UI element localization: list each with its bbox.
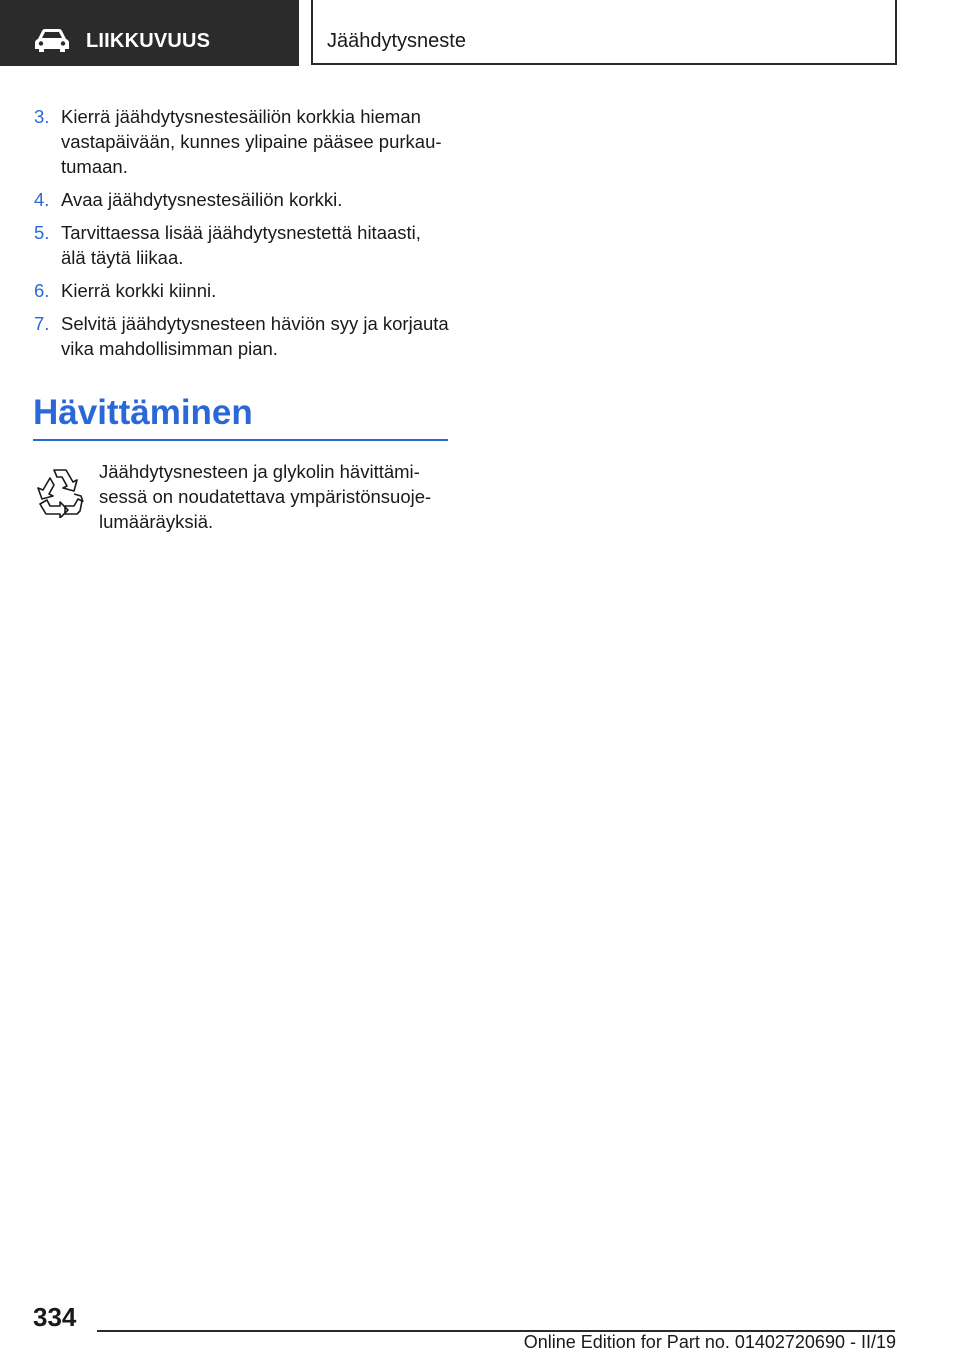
list-item [34, 187, 449, 212]
step-number: 4. [34, 189, 50, 210]
step-text: Kierrä korkki kiinni. [61, 280, 217, 301]
step-text: Avaa jäähdytysnestesäiliön korkki. [61, 189, 343, 210]
step-text: Kierrä jäähdytysnestesäiliön korkkia hieman vastapäivään, kunnes ylipaine pääsee purkautumaan. [61, 106, 442, 177]
step-number: 7. [34, 313, 50, 334]
section-tab [0, 0, 299, 66]
step-text: Tarvittaessa lisää jäähdytysnestettä hitaasti, älä täytä liikaa. [61, 222, 421, 268]
page-number: 334 [33, 1302, 77, 1332]
step-number: 6. [34, 280, 50, 301]
edition-text: Online Edition for Part no. 01402720690 - II/19 [523, 1332, 896, 1352]
step-number: 5. [34, 222, 50, 243]
chapter-header [311, 0, 897, 65]
step-number: 3. [34, 106, 50, 127]
list-item [34, 104, 449, 179]
chapter-title: Jäähdytysneste [327, 30, 466, 52]
disposal-note: Jäähdytysnesteen ja glykolin hävittämisessä on noudatettava ympäristönsuojelumääräyksiä. [99, 461, 432, 532]
step-text: Selvitä jäähdytysnesteen häviön syy ja korjauta vika mahdollisimman pian. [61, 313, 449, 359]
step-list [34, 104, 449, 369]
section-heading: Hävittäminen [33, 393, 448, 441]
list-item [34, 220, 449, 270]
list-item [34, 278, 449, 303]
recycle-icon [34, 466, 86, 518]
list-item [34, 311, 449, 361]
section-label: LIIKKUVUUS [86, 30, 211, 52]
car-icon [34, 28, 70, 54]
